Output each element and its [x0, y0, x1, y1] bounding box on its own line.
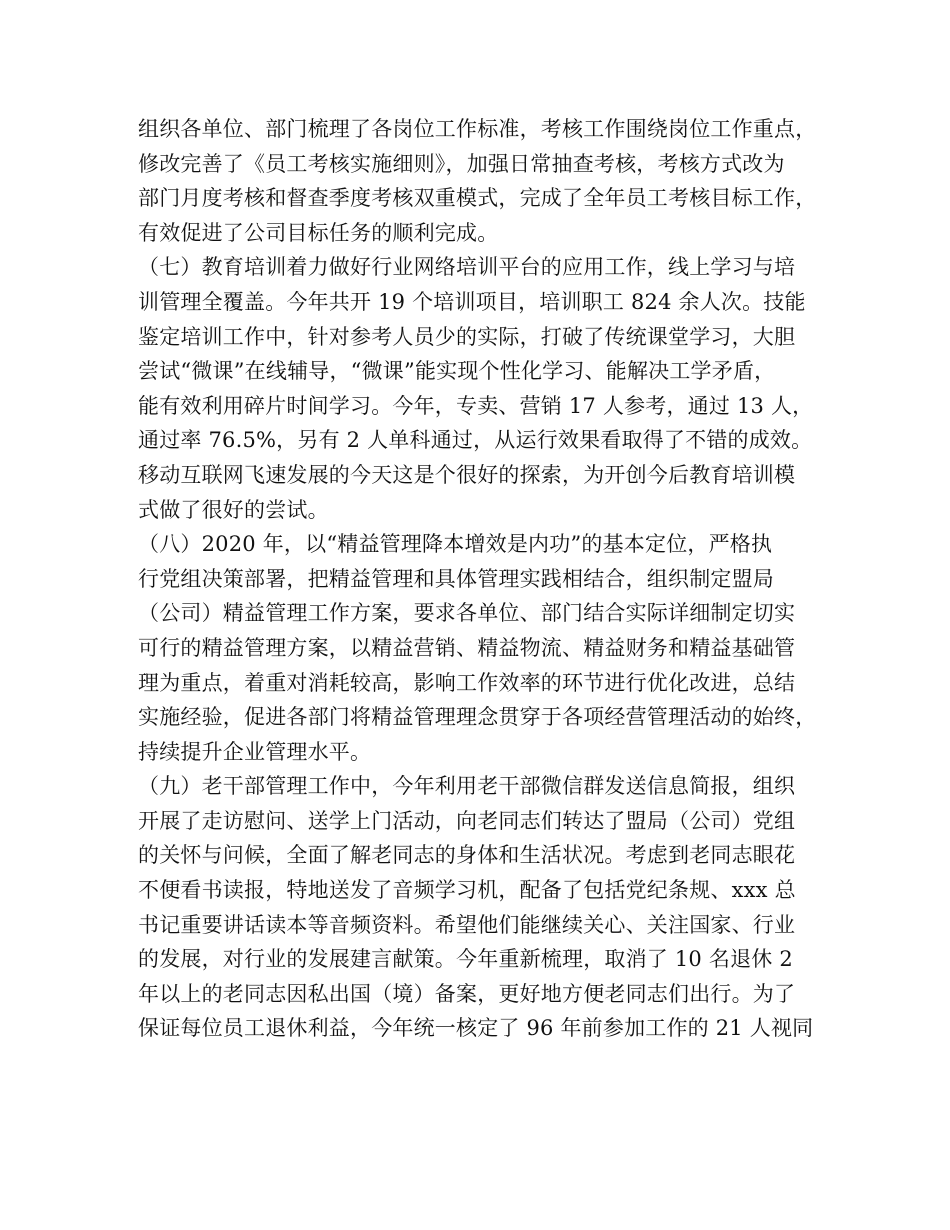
text-line: 不便看书读报，特地送发了音频学习机，配备了包括党纪条规、xxx 总 — [138, 878, 796, 903]
text-line: （八）2020 年，以“精益管理降本增效是内功”的基本定位，严格执 — [138, 532, 773, 557]
text-line: 开展了走访慰问、送学上门活动，向老同志们转达了盟局（公司）党组 — [138, 808, 796, 833]
text-line: 的关怀与问候，全面了解老同志的身体和生活状况。考虑到老同志眼花 — [138, 843, 796, 868]
text-line: 保证每位员工退休利益，今年统一核定了 96 年前参加工作的 21 人视同 — [138, 1016, 814, 1041]
text-line: 部门月度考核和督查季度考核双重模式，完成了全年员工考核目标工作， — [138, 186, 817, 211]
text-line: 移动互联网飞速发展的今天这是个很好的探索，为开创今后教育培训模 — [138, 462, 796, 487]
text-line: （七）教育培训着力做好行业网络培训平台的应用工作，线上学习与培 — [138, 255, 796, 280]
text-line: 修改完善了《员工考核实施细则》，加强日常抽查考核，考核方式改为 — [138, 151, 785, 176]
text-line: 有效促进了公司目标任务的顺利完成。 — [138, 220, 499, 245]
text-line: 通过率 76.5%，另有 2 人单科通过，从运行效果看取得了不错的成效。 — [138, 428, 813, 453]
text-line: 可行的精益管理方案，以精益营销、精益物流、精益财务和精益基础管 — [138, 635, 796, 660]
text-line: 能有效利用碎片时间学习。今年，专卖、营销 17 人参考，通过 13 人， — [138, 393, 814, 418]
text-line: 训管理全覆盖。今年共开 19 个培训项目，培训职工 824 余人次。技能 — [138, 289, 806, 314]
text-line: 组织各单位、部门梳理了各岗位工作标准，考核工作围绕岗位工作重点， — [138, 117, 817, 141]
text-line: （九）老干部管理工作中，今年利用老干部微信群发送信息简报，组织 — [138, 774, 796, 799]
text-line: 鉴定培训工作中，针对参考人员少的实际，打破了传统课堂学习，大胆 — [138, 324, 796, 349]
text-line: 行党组决策部署，把精益管理和具体管理实践相结合，组织制定盟局 — [138, 566, 774, 591]
text-line: 实施经验，促进各部门将精益管理理念贯穿于各项经营管理活动的始终， — [138, 705, 817, 730]
text-line: 式做了很好的尝试。 — [138, 497, 329, 522]
text-line: （公司）精益管理工作方案，要求各单位、部门结合实际详细制定切实 — [138, 601, 796, 626]
text-line: 年以上的老同志因私出国（境）备案，更好地方便老同志们出行。为了 — [138, 981, 796, 1006]
text-line: 持续提升企业管理水平。 — [138, 739, 372, 764]
text-line: 的发展，对行业的发展建言献策。今年重新梳理，取消了 10 名退休 2 — [138, 947, 793, 972]
text-line: 理为重点，着重对消耗较高，影响工作效率的环节进行优化改进，总结 — [138, 670, 796, 695]
body-text — [138, 112, 828, 1046]
text-line: 书记重要讲话读本等音频资料。希望他们能继续关心、关注国家、行业 — [138, 912, 796, 937]
text-line: 尝试“微课”在线辅导，“微课”能实现个性化学习、能解决工学矛盾， — [138, 359, 776, 384]
